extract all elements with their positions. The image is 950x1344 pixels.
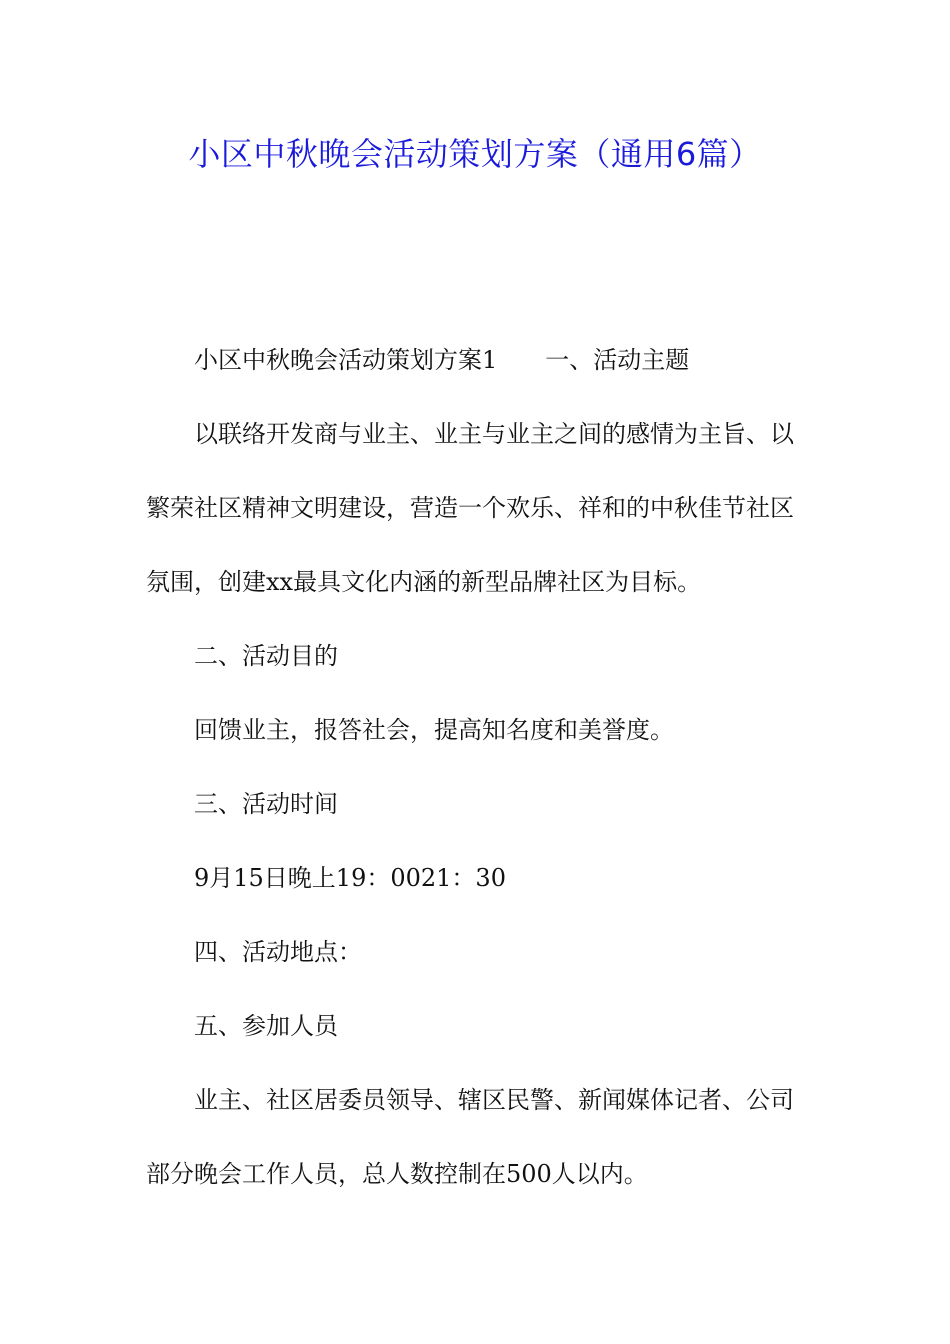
document-title: 小区中秋晚会活动策划方案（通用6篇）	[188, 135, 762, 173]
body-paragraph: 9月15日晚上19：0021：30	[194, 864, 506, 892]
section-heading: 小区中秋晚会活动策划方案1 一、活动主题	[194, 346, 690, 374]
document-body	[146, 323, 811, 1211]
body-paragraph: 以联络开发商与业主、业主与业主之间的感情为主旨、以繁荣社区精神文明建设，营造一个欢乐、祥和的中秋佳节社区氛围，创建xx最具文化内涵的新型品牌社区为目标。	[146, 420, 794, 596]
section-heading: 五、参加人员	[194, 1012, 338, 1040]
section-heading: 三、活动时间	[194, 790, 338, 818]
body-paragraph: 回馈业主，报答社会，提高知名度和美誉度。	[194, 716, 674, 744]
section-heading: 二、活动目的	[194, 642, 338, 670]
section-heading: 四、活动地点：	[194, 938, 362, 966]
body-paragraph: 业主、社区居委员领导、辖区民警、新闻媒体记者、公司部分晚会工作人员，总人数控制在500人以内。	[146, 1086, 794, 1188]
